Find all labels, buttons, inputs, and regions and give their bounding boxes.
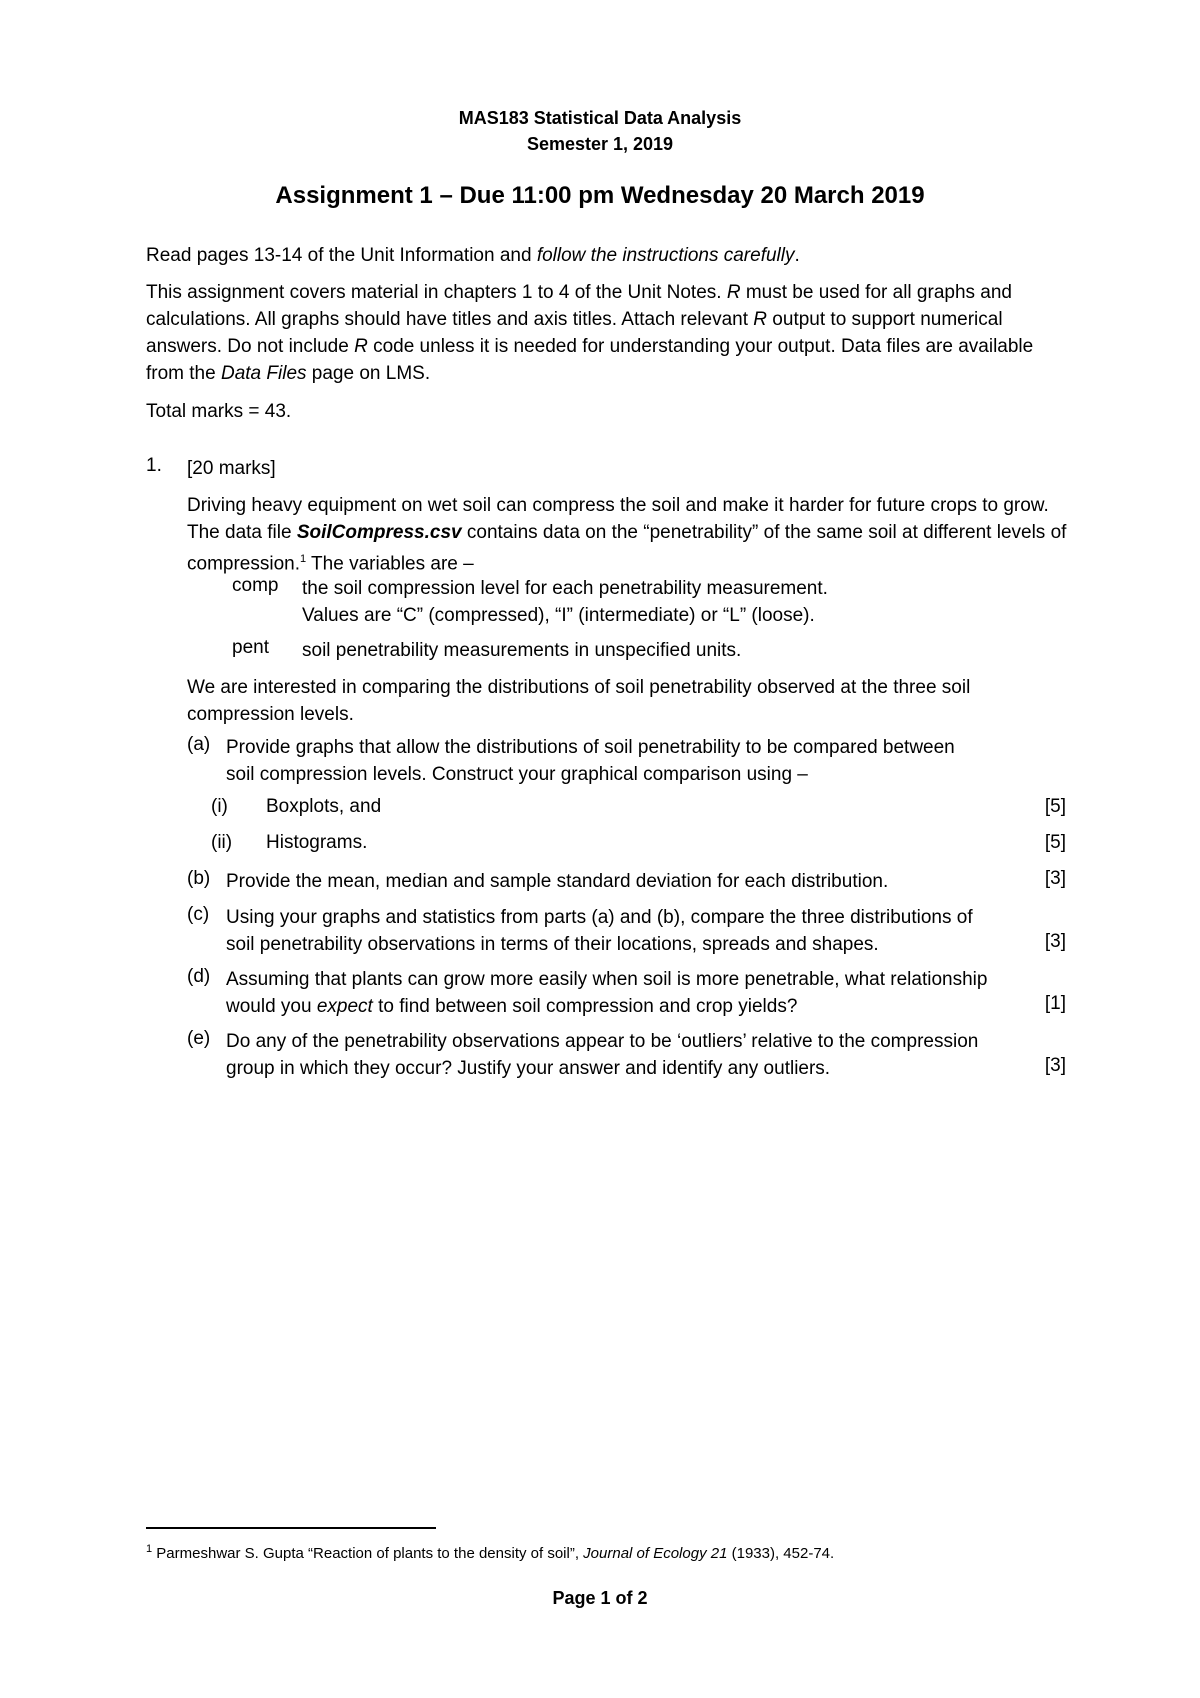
question-number: 1. xyxy=(146,455,162,476)
mark-value: [1] xyxy=(1044,993,1066,1014)
part-text: Assuming that plants can grow more easily when soil is more penetrable, what relationship would you expect to find between soil compression and crop yields? xyxy=(226,969,988,1017)
variable-description: soil penetrability measurements in unspecified units. xyxy=(302,640,742,661)
mark-value: [3] xyxy=(1044,868,1066,889)
footnote: $^1$ Parmeshwar S. Gupta “Reaction of plants to the density of soil”, Journal of Ecology 21 (1933), 452-74. xyxy=(146,1543,835,1562)
total-marks: Total marks = 43. xyxy=(146,401,292,422)
variable-description: the soil compression level for each penetrability measurement. Values are “C” (compressed), “I” (intermediate) or “L” (loose). xyxy=(302,578,828,626)
part-label: (e) xyxy=(187,1028,211,1049)
part-label: (c) xyxy=(187,904,210,925)
variable-name: comp xyxy=(232,575,279,596)
variable-name: pent xyxy=(232,637,269,658)
assignment-title: Assignment 1 – Due 11:00 pm Wednesday 20 March 2019 xyxy=(275,182,925,209)
part-label: (d) xyxy=(187,966,211,987)
page-number: Page 1 of 2 xyxy=(552,1588,648,1608)
question-marks: [20 marks] xyxy=(187,458,276,479)
part-text: Do any of the penetrability observations appear to be ‘outliers’ relative to the compression group in which they occur? Justify your answer and identify any outliers. xyxy=(226,1031,979,1079)
part-text: Provide the mean, median and sample standard deviation for each distribution. xyxy=(226,871,889,892)
footnote-ref: 1 xyxy=(300,553,307,565)
question-intro: Driving heavy equipment on wet soil can compress the soil and make it harder for future crops to grow. The data file SoilCompress.csv contains data on the “penetrability” of the same soil at different levels of compression.$^1$ The variables are – xyxy=(187,495,1067,575)
coverage-paragraph: This assignment covers material in chapters 1 to 4 of the Unit Notes. R must be used for all graphs and calculations. All graphs should have titles and axis titles. Attach relevant R output to support numerical answers. Do not include R code unless it is needed for understanding your output. Data files are available from the Data Files page on LMS. xyxy=(146,282,1034,384)
part-text: Using your graphs and statistics from parts (a) and (b), compare the three distributions of soil penetrability observations in terms of their locations, spreads and shapes. xyxy=(226,907,973,955)
data-file-name: SoilCompress.csv xyxy=(296,522,462,543)
subpart-label: (i) xyxy=(211,796,228,817)
subpart-label: (ii) xyxy=(211,832,233,853)
subpart-text: Boxplots, and xyxy=(266,796,382,817)
mark-value: [5] xyxy=(1044,832,1066,853)
footnote-divider xyxy=(146,1527,436,1529)
mark-value: [3] xyxy=(1044,931,1066,952)
part-text: Provide graphs that allow the distributions of soil penetrability to be compared between soil compression levels. Construct your graphical comparison using – xyxy=(226,737,955,785)
part-label: (a) xyxy=(187,734,211,755)
semester-label: Semester 1, 2019 xyxy=(526,134,674,154)
course-title: MAS183 Statistical Data Analysis xyxy=(458,108,742,128)
mark-value: [3] xyxy=(1044,1055,1066,1076)
read-instructions: Read pages 13-14 of the Unit Information and follow the instructions carefully. xyxy=(146,245,800,266)
interest-paragraph: We are interested in comparing the distributions of soil penetrability observed at the three soil compression levels. xyxy=(187,677,971,725)
subpart-text: Histograms. xyxy=(266,832,368,853)
part-label: (b) xyxy=(187,868,211,889)
mark-value: [5] xyxy=(1044,796,1066,817)
